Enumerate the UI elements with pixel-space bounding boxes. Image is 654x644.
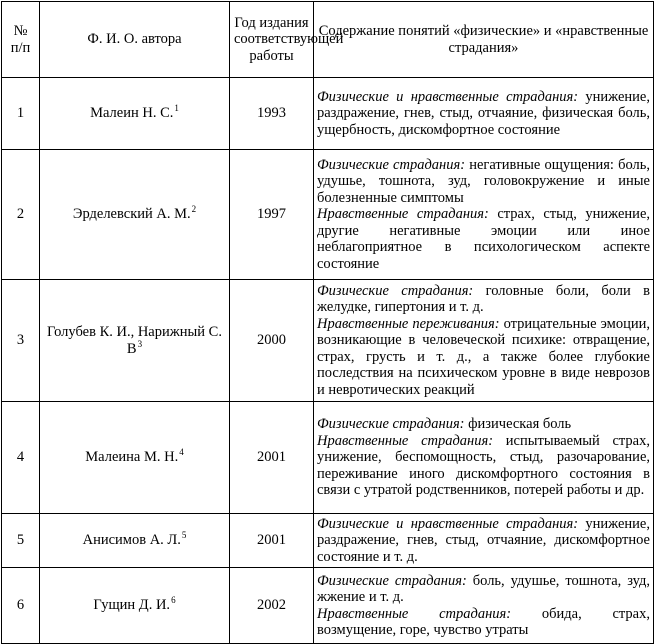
year-cell: 2000 [230, 280, 314, 402]
author-name: Анисимов А. Л. [82, 532, 181, 549]
content-block [317, 416, 650, 433]
row-number: 2 [2, 150, 40, 280]
year-cell: 2001 [230, 514, 314, 568]
footnote-marker: 1 [174, 103, 179, 114]
year-cell: 2001 [230, 402, 314, 514]
content-text: испытываемый страх, унижение, беспомощность, стыд, разочарование, переживание иного дискомфортного состояния в связи с утратой родственников, потерей работы и др. [317, 432, 650, 499]
content-block [317, 206, 650, 272]
author-cell [40, 402, 230, 514]
author-name: Гущин Д. И. [93, 597, 171, 614]
content-text: отрицательные эмоции, возникающие в человеческой психике: отвращение, страх, грусть и т. д., а также более глубокие последствия на психическом уровне в виде неврозов и невротических реакций [317, 315, 650, 398]
author-name: Малеин Н. С. [90, 105, 174, 122]
author-cell [40, 514, 230, 568]
table-row [2, 402, 654, 514]
content-cell [314, 150, 654, 280]
author-cell [40, 280, 230, 402]
content-label: Физические страдания: [317, 156, 466, 173]
content-label: Нравственные переживания: [317, 315, 500, 332]
header-num: № п/п [2, 2, 40, 78]
header-content: Содержание понятий «физические» и «нравственные страдания» [314, 2, 654, 78]
content-block [317, 516, 650, 566]
table-body [2, 78, 654, 644]
content-block [317, 283, 650, 316]
content-text: обида, страх, возмущение, горе, чувство утраты [317, 605, 650, 638]
author-name: Эрделевский А. М. [72, 206, 191, 223]
content-block [317, 89, 650, 139]
content-label: Физические страдания: [317, 416, 465, 433]
author-cell [40, 150, 230, 280]
content-cell [314, 280, 654, 402]
table-header-row [2, 2, 654, 78]
content-cell [314, 402, 654, 514]
content-text: негативные ощущения: боль, удушье, тошнота, зуд, головокружение и иные болезненные симптомы [317, 156, 650, 206]
content-text: физическая боль [464, 416, 572, 433]
footnote-marker: 6 [171, 595, 176, 606]
content-cell [314, 568, 654, 644]
table-row [2, 514, 654, 568]
content-block [317, 573, 650, 606]
content-block [317, 316, 650, 399]
author-cell [40, 568, 230, 644]
author-name: Малеина М. Н. [85, 449, 179, 466]
row-number: 5 [2, 514, 40, 568]
content-block [317, 606, 650, 639]
content-text: головные боли, боли в желудке, гипертония и т. д. [317, 282, 650, 316]
table-row [2, 280, 654, 402]
row-number: 3 [2, 280, 40, 402]
table-row [2, 78, 654, 150]
header-year: Год издания соответствующей работы [230, 2, 314, 78]
author-name: Голубев К. И., Нарижный С. В [47, 324, 222, 357]
row-number: 4 [2, 402, 40, 514]
footnote-marker: 3 [137, 338, 143, 349]
content-label: Нравственные страдания: [317, 605, 512, 622]
year-cell: 2002 [230, 568, 314, 644]
concepts-table [1, 1, 654, 644]
footnote-marker: 4 [179, 447, 184, 458]
content-cell [314, 514, 654, 568]
content-text: унижение, раздражение, гнев, стыд, отчаяние, физическая боль, ущербность, дискомфортное состояние [317, 88, 650, 138]
table-row [2, 568, 654, 644]
content-block [317, 157, 650, 207]
content-cell [314, 78, 654, 150]
header-author: Ф. И. О. автора [40, 2, 230, 78]
row-number: 1 [2, 78, 40, 150]
footnote-marker: 2 [191, 204, 197, 215]
content-label: Нравственные страдания: [317, 206, 489, 223]
table-row [2, 150, 654, 280]
footnote-marker: 5 [181, 530, 187, 541]
content-block [317, 433, 650, 499]
row-number: 6 [2, 568, 40, 644]
year-cell: 1993 [230, 78, 314, 150]
content-label: Физические страдания: [317, 282, 474, 299]
content-label: Физические и нравственные страдания: [317, 88, 579, 105]
author-cell [40, 78, 230, 150]
content-label: Нравственные страдания: [317, 432, 494, 449]
content-label: Физические страдания: [317, 572, 467, 589]
content-text: боль, удушье, тошнота, зуд, жжение и т. д. [317, 572, 650, 605]
content-label: Физические и нравственные страдания: [317, 515, 579, 532]
year-cell: 1997 [230, 150, 314, 280]
content-text: унижение, раздражение, гнев, стыд, отчаяние, дискомфортное состояние и т. д. [317, 515, 650, 565]
content-text: страх, стыд, унижение, другие негативные эмоции или иное неблагоприятное в психологическом аспекте состояние [317, 206, 650, 272]
